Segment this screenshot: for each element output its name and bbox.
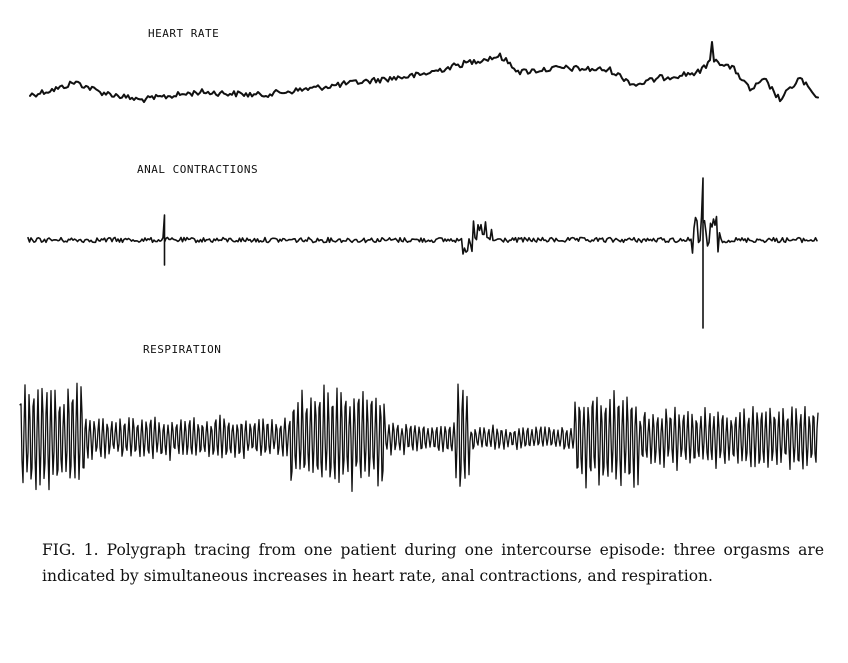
heart-rate-label: HEART RATE bbox=[148, 27, 220, 40]
anal-contractions-label: ANAL CONTRACTIONS bbox=[137, 163, 259, 176]
figure-caption: FIG. 1. Polygraph tracing from one patient during one intercourse episode: three orgasms are indicated by simultaneous increases in heart rate, anal contractions, and respiration. bbox=[42, 541, 824, 585]
respiration-label: RESPIRATION bbox=[143, 343, 222, 356]
anal-contractions-trace bbox=[28, 178, 817, 328]
respiration-trace bbox=[20, 383, 818, 491]
heart-rate-trace bbox=[30, 42, 818, 102]
